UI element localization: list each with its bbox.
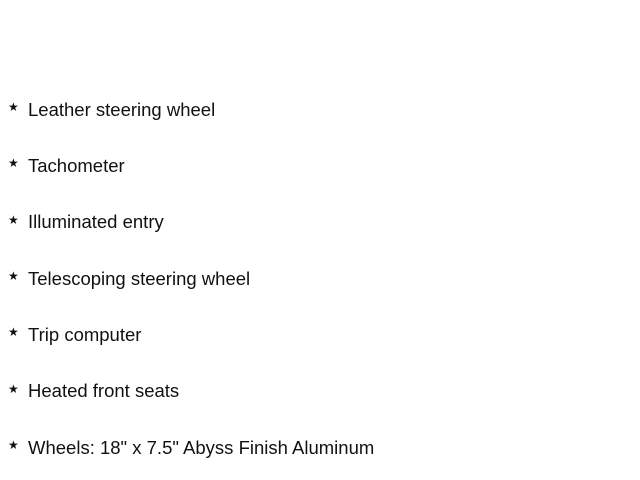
feature-item-trip-computer <box>0 307 640 363</box>
feature-label: Trip computer <box>28 324 142 346</box>
star-icon: ★ <box>8 156 19 171</box>
star-icon: ★ <box>8 437 19 452</box>
feature-label: Heated front seats <box>28 380 180 402</box>
feature-list <box>0 82 640 476</box>
feature-item-leather-steering-wheel <box>0 82 640 138</box>
feature-item-telescoping-steering-wheel <box>0 251 640 307</box>
feature-label: Telescoping steering wheel <box>28 267 251 289</box>
feature-label: Wheels: 18" x 7.5" Abyss Finish Aluminum <box>28 436 375 458</box>
feature-item-heated-front-seats <box>0 363 640 419</box>
feature-item-tachometer <box>0 138 640 194</box>
feature-item-wheels <box>0 420 640 476</box>
feature-item-illuminated-entry <box>0 195 640 251</box>
star-icon: ★ <box>8 325 19 340</box>
star-icon: ★ <box>8 381 19 396</box>
star-icon: ★ <box>8 100 19 115</box>
feature-label: Tachometer <box>28 155 125 177</box>
star-icon: ★ <box>8 269 19 284</box>
star-icon: ★ <box>8 212 19 227</box>
feature-label: Leather steering wheel <box>28 98 216 120</box>
feature-label: Illuminated entry <box>28 211 164 233</box>
